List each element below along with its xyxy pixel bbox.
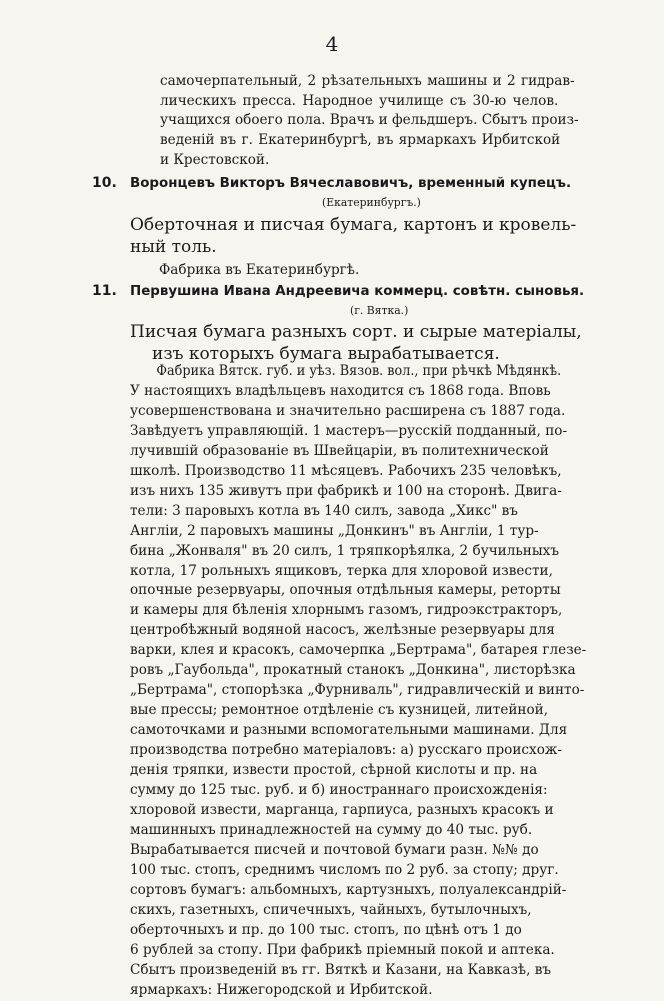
page-number: 4 bbox=[325, 32, 339, 56]
text-line: ровъ „Гаубольда", прокатный станокъ „Донкина", листорѣзка bbox=[130, 662, 576, 679]
entry-10-city: (Екатеринбургъ.) bbox=[322, 196, 421, 209]
intro-paragraph bbox=[160, 72, 610, 171]
text-line: самоточками и разными вспомогательными машинами. Для bbox=[130, 722, 568, 739]
text-line: усовершенствована и значительно расширена съ 1887 года. bbox=[130, 402, 566, 419]
text-line: оберточныхъ и пр. до 100 тыс. стопъ, по цѣнѣ отъ 1 до bbox=[130, 921, 522, 938]
entry-11-description bbox=[130, 362, 610, 1001]
entry-10-product-line: Оберточная и писчая бумага, картонъ и кровель- bbox=[130, 215, 577, 235]
text-line: ярмаркахъ: Нижегородской и Ирбитской. bbox=[130, 981, 433, 998]
text-line: Фабрика Вятск. губ. и уѣз. Вязов. вол., при рѣчкѣ Мѣдянкѣ. bbox=[156, 363, 562, 379]
text-line: Англіи, 2 паровыхъ машины „Донкинъ" въ Англіи, 1 тур- bbox=[130, 522, 539, 539]
text-line: вые прессы; ремонтное отдѣленіе съ кузницей, литейной, bbox=[130, 702, 549, 719]
entry-11-city: (г. Вятка.) bbox=[350, 304, 409, 317]
text-line: 6 рублей за стопу. При фабрикѣ пріемный покой и аптека. bbox=[130, 941, 555, 958]
text-line: Сбытъ произведеній въ гг. Вяткѣ и Казани, на Кавказѣ, въ bbox=[130, 961, 552, 978]
text-line: веденій въ г. Екатеринбургѣ, въ ярмаркахъ Ирбитской bbox=[160, 132, 561, 149]
text-line: самочерпательный, 2 рѣзательныхъ машины и 2 гидрав- bbox=[160, 73, 575, 89]
entry-11-product-line: изъ которыхъ бумага вырабатывается. bbox=[152, 344, 500, 364]
text-line: изъ нихъ 135 живутъ при фабрикѣ и 100 на сторонѣ. Двига- bbox=[130, 482, 562, 499]
text-line: котла, 17 рольныхъ ящиковъ, терка для хлоровой извести, bbox=[130, 562, 553, 579]
entry-10-product-line: ный толь. bbox=[130, 237, 217, 257]
text-line: сортовъ бумагъ: альбомныхъ, картузныхъ, полуалександрій- bbox=[130, 881, 567, 898]
entry-10-name: Воронцевъ Викторъ Вячеславовичъ, временный купецъ. bbox=[130, 176, 572, 191]
entry-11-name: Первушина Ивана Андреевича коммерц. совѣтн. сыновья. bbox=[130, 284, 585, 299]
text-line: бина „Жонваля" въ 20 силъ, 1 тряпкорѣялка, 2 бучильныхъ bbox=[130, 542, 559, 559]
text-line: машинныхъ принадлежностей на сумму до 40 тыс. руб. bbox=[130, 821, 533, 838]
text-line: Завѣдуетъ управляющій. 1 мастеръ—русскій подданный, по- bbox=[130, 422, 568, 439]
text-line: опочные резервуары, опочныя отдѣльныя камеры, реторты bbox=[130, 582, 561, 599]
text-line: тели: 3 паровыхъ котла въ 140 силъ, завода „Хикс" въ bbox=[130, 502, 518, 519]
text-line: „Бертрама", стопорѣзка „Фурниваль", гидравлическій и винто- bbox=[130, 682, 585, 699]
entry-10-number: 10. bbox=[92, 175, 117, 191]
text-line: и Крестовской. bbox=[160, 151, 270, 168]
text-line: 100 тыс. стопъ, среднимъ числомъ по 2 руб. за стопу; друг. bbox=[130, 861, 559, 878]
entry-11-product-line: Писчая бумага разныхъ сорт. и сырые матеріалы, bbox=[130, 322, 582, 342]
entry-11-number: 11. bbox=[92, 283, 117, 299]
text-line: лическихъ пресса. Народное училище съ 30-ю челов. bbox=[160, 92, 559, 109]
text-line: центробѣжный водяной насосъ, желѣзные резервуары для bbox=[130, 622, 555, 639]
text-line: скихъ, газетныхъ, спичечныхъ, чайныхъ, бутылочныхъ, bbox=[130, 901, 532, 918]
text-line: сумму до 125 тыс. руб. и б) иностраннаго происхожденія: bbox=[130, 782, 548, 799]
text-line: денія тряпки, извести простой, сѣрной кислоты и пр. на bbox=[130, 762, 538, 779]
text-line: варки, клея и красокъ, самочерпка „Бертрама", батарея глезе- bbox=[130, 642, 587, 659]
text-line: Вырабатывается писчей и почтовой бумаги разн. №№ до bbox=[130, 841, 539, 858]
text-line: школѣ. Производство 11 мѣсяцевъ. Рабочихъ 235 человѣкъ, bbox=[130, 462, 562, 479]
text-line: У настоящихъ владѣльцевъ находится съ 1868 года. Вповь bbox=[130, 382, 551, 399]
text-line: учащихся обоего пола. Врачъ и фельдшеръ. Сбытъ произ- bbox=[160, 112, 579, 129]
text-line: лучившій образованіе въ Швейцаріи, въ политехнической bbox=[130, 442, 549, 459]
entry-10-factory: Фабрика въ Екатеринбургѣ. bbox=[159, 262, 360, 278]
text-line: и камеры для бѣленія хлорнымъ газомъ, гидроэкстракторъ, bbox=[130, 602, 563, 619]
text-line: хлоровой извести, марганца, гарпиуса, разныхъ красокъ и bbox=[130, 801, 554, 818]
text-line: производства потребно матеріаловъ: а) русскаго происхож- bbox=[130, 742, 562, 759]
